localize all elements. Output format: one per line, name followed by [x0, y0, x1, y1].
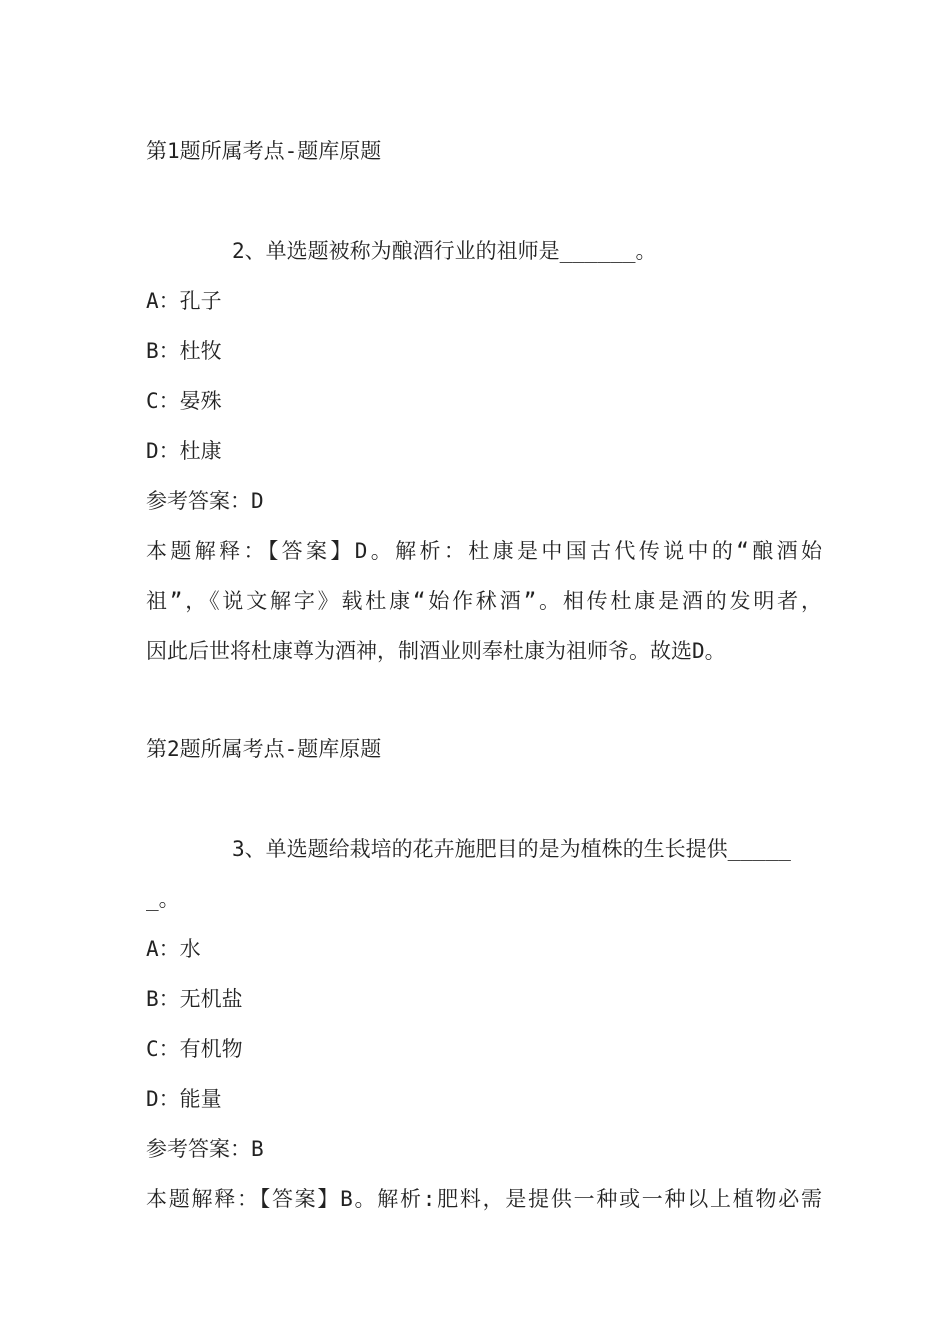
question-2-answer: 参考答案：D: [146, 489, 264, 513]
question-3-option-b: B：无机盐: [146, 987, 243, 1011]
topic-heading-2: 第2题所属考点-题库原题: [146, 737, 382, 761]
question-3-text-line-2: _。: [146, 887, 180, 911]
topic-heading-1: 第1题所属考点-题库原题: [146, 139, 382, 163]
question-2-option-b: B：杜牧: [146, 339, 222, 363]
question-2-explanation-line-2: 祖”，《说文解字》载杜康“始作秫酒”。相传杜康是酒的发明者，: [146, 589, 822, 613]
question-2-option-a: A：孔子: [146, 289, 222, 313]
question-3-option-d: D：能量: [146, 1087, 222, 1111]
question-2-explanation-line-3: 因此后世将杜康尊为酒神，制酒业则奉杜康为祖师爷。故选D。: [146, 639, 726, 663]
question-2-option-d: D：杜康: [146, 439, 222, 463]
question-2-option-c: C：晏殊: [146, 389, 222, 413]
question-3-option-a: A：水: [146, 937, 201, 961]
question-2-text: 2、单选题被称为酿酒行业的祖师是______。: [232, 239, 657, 263]
question-3-answer: 参考答案：B: [146, 1137, 264, 1161]
question-3-option-c: C：有机物: [146, 1037, 243, 1061]
question-3-text-line-1: 3、单选题给栽培的花卉施肥目的是为植株的生长提供_____: [232, 837, 791, 861]
question-2-explanation-line-1: 本题解释：【答案】D。解析：杜康是中国古代传说中的“酿酒始: [146, 539, 822, 563]
question-3-explanation-line-1: 本题解释：【答案】B。解析:肥料，是提供一种或一种以上植物必需: [146, 1187, 822, 1211]
